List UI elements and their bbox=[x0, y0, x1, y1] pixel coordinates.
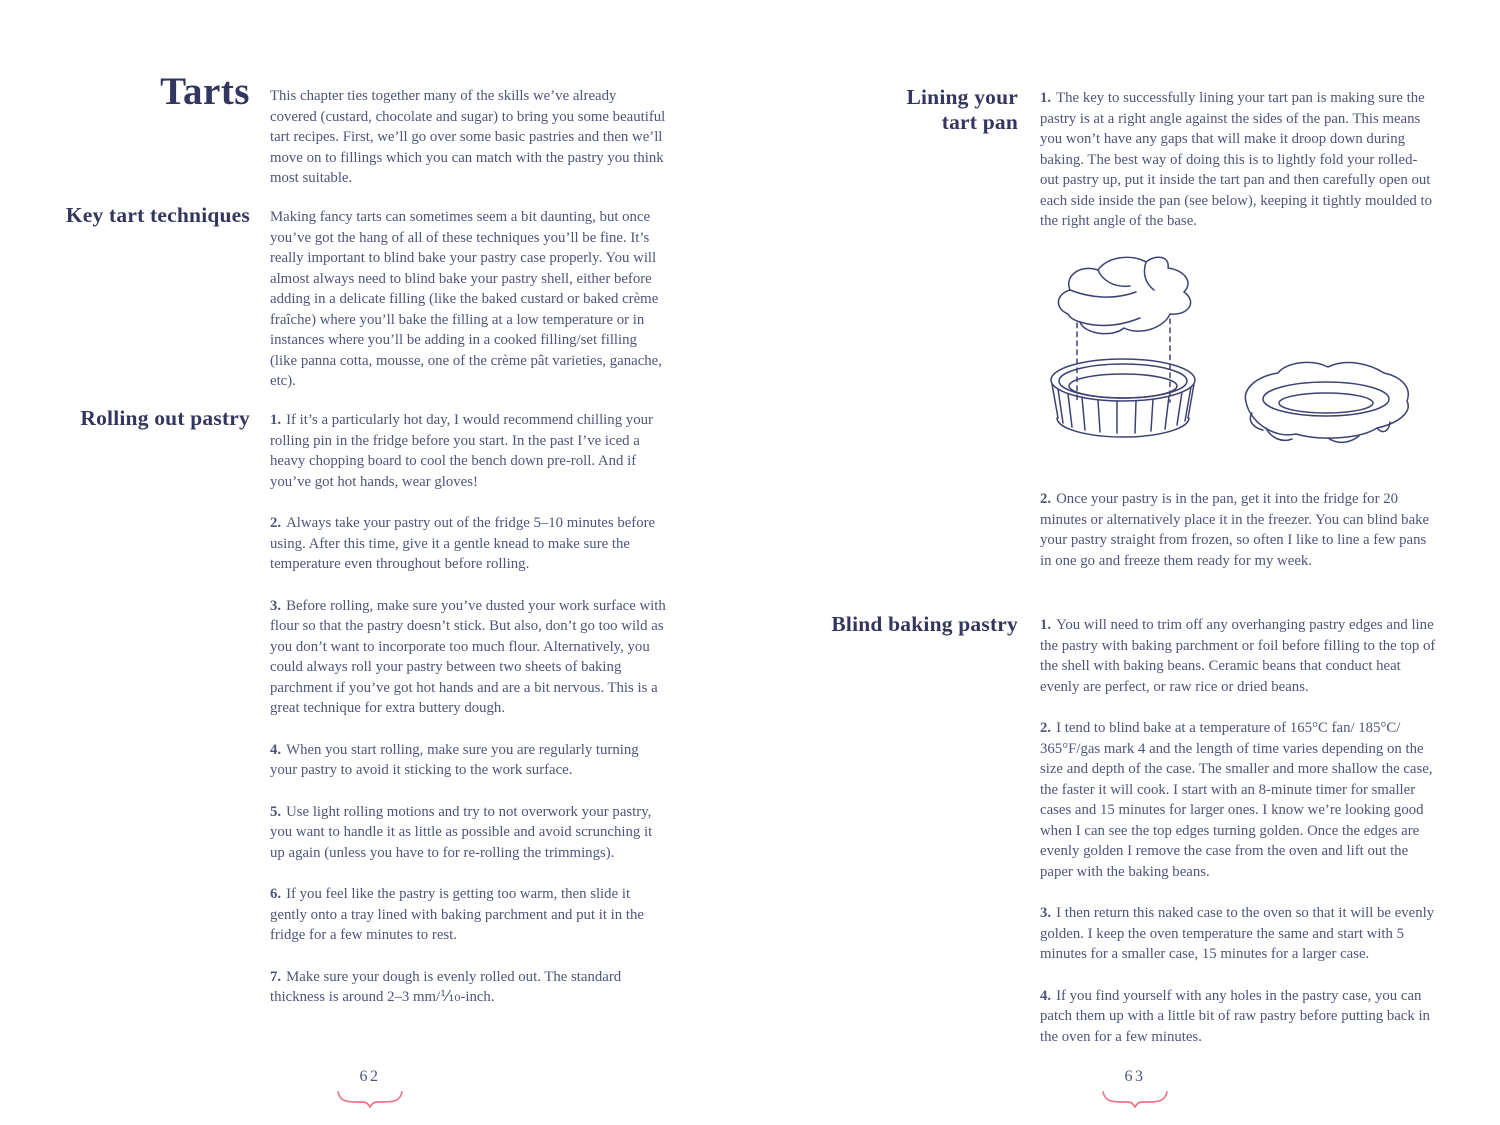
list-item bbox=[1040, 718, 1436, 882]
list-item-text: The key to successfully lining your tart pan is making sure the pastry is at a right angle against the sides of the pan. This means you won’t have any gaps that will make it droop down during baking. The best way of doing this is to lightly fold your rolled-out pastry up, put it inside the tart pan and then carefully open out each side inside the pan (see below), keeping it tightly moulded to the right angle of the base. bbox=[1040, 90, 1433, 229]
section-heading-rolling-out-pastry: Rolling out pastry bbox=[80, 406, 250, 430]
heading-line: Lining your bbox=[906, 85, 1018, 109]
page-number-brace-right bbox=[1090, 1090, 1180, 1108]
list-item-text: Once your pastry is in the pan, get it into the fridge for 20 minutes or alternatively place it in the freezer. You can blind bake your pastry straight from frozen, so often I like to line a few pans in one go and freeze them ready for my week. bbox=[1040, 491, 1430, 569]
list-item bbox=[270, 513, 666, 575]
list-item-number: 1. bbox=[1040, 617, 1052, 633]
list-item bbox=[270, 596, 666, 719]
list-item-number: 2. bbox=[1040, 720, 1052, 736]
section-heading-lining-your-tart-pan bbox=[750, 85, 1018, 136]
section-heading-blind-baking-pastry: Blind baking pastry bbox=[831, 612, 1018, 636]
list-item-number: 6. bbox=[270, 886, 282, 902]
chapter-intro: This chapter ties together many of the skills we’ve already covered (custard, chocolate and sugar) to bring you some beautiful tart recipes. First, we’ll go over some basic pastries and then we’ll move on to fillings which you can match with the pastry you think most suitable. bbox=[270, 88, 666, 186]
list-item-text: If you find yourself with any holes in the pastry case, you can patch them up with a little bit of raw pastry before putting back in the oven for a few minutes. bbox=[1040, 987, 1430, 1045]
tart-pan-drawing bbox=[1028, 252, 1452, 484]
list-item-number: 2. bbox=[1040, 491, 1052, 507]
list-item-text: I then return this naked case to the oven so that it will be evenly golden. I keep the oven temperature the same and start with 5 minutes for a smaller case, 15 minutes for a larger case. bbox=[1040, 905, 1435, 962]
list-item-text: If it’s a particularly hot day, I would recommend chilling your rolling pin in the fridge before you start. In the past I’ve iced a heavy chopping board to cool the bench down pre-roll. And if you’ve got hot hands, wear gloves! bbox=[270, 412, 653, 490]
list-item bbox=[1040, 986, 1436, 1048]
list-item bbox=[1040, 88, 1436, 232]
list-item bbox=[270, 410, 666, 492]
list-item-number: 1. bbox=[270, 412, 282, 428]
list-item-number: 3. bbox=[1040, 905, 1052, 921]
list-item bbox=[1040, 489, 1436, 571]
page-right bbox=[750, 0, 1500, 1125]
section-heading-key-tart-techniques: Key tart techniques bbox=[65, 203, 250, 227]
page-number-left: 62 bbox=[359, 1068, 381, 1085]
chapter-title: Tarts bbox=[160, 70, 250, 113]
list-item-number: 5. bbox=[270, 803, 282, 820]
list-item bbox=[270, 967, 666, 1008]
list-item-text: If you feel like the pastry is getting too warm, then slide it gently onto a tray lined with baking parchment and put it in the fridge for a few minutes to rest. bbox=[270, 886, 644, 943]
list-item-text: Before rolling, make sure you’ve dusted your work surface with flour so that the pastry doesn’t stick. But also, don’t go too wild as you don’t want to incorporate too much flour. Alternatively, you could always roll your pastry between two sheets of baking parchment if you’ve got hot hands and are a bit nervous. This is a great technique for extra buttery dough. bbox=[270, 597, 666, 716]
list-item bbox=[270, 740, 666, 781]
key-tart-techniques-paragraph: Making fancy tarts can sometimes seem a bit daunting, but once you’ve got the hang of all of these techniques you’ll be fine. It’s really important to blind bake your pastry case properly. You will almost always need to blind bake your pastry shell, either before adding in a delicate filling (like the baked custard or baked crème fraîche) where you’ll bake the filling at a low temperature or in instances where you’ll be adding in a cooked filling/set filling (like panna cotta, mousse, one of the crème pât varieties, ganache, etc). bbox=[270, 209, 662, 389]
list-item-number: 3. bbox=[270, 597, 282, 614]
list-item-number: 2. bbox=[270, 515, 282, 531]
list-item-number: 4. bbox=[270, 741, 282, 758]
list-item-text: Use light rolling motions and try to not overwork your pastry, you want to handle it as little as possible and avoid scrunching it up again (unless you have to for re-rolling the trimmings). bbox=[270, 803, 653, 861]
list-item-text: Always take your pastry out of the fridge 5–10 minutes before using. After this time, give it a gentle knead to make sure the temperature even throughout before rolling. bbox=[270, 515, 656, 572]
underbrace-icon bbox=[1101, 1090, 1169, 1108]
list-item-number: 1. bbox=[1040, 90, 1052, 106]
list-item bbox=[1040, 903, 1436, 965]
list-item bbox=[270, 884, 666, 946]
list-item-text: You will need to trim off any overhanging pastry edges and line the pastry with baking parchment or foil before filling to the top of the shell with baking beans. Ceramic beans that conduct heat evenly are perfect, or raw rice or dried beans. bbox=[1040, 617, 1436, 695]
list-item-number: 4. bbox=[1040, 987, 1052, 1004]
tart-lining-illustration bbox=[1028, 252, 1452, 484]
heading-line: tart pan bbox=[941, 110, 1018, 135]
list-item-text: When you start rolling, make sure you are regularly turning your pastry to avoid it sticking to the work surface. bbox=[270, 741, 639, 778]
page-number-brace-left bbox=[325, 1090, 415, 1108]
rolling-out-pastry-list bbox=[270, 410, 666, 1029]
list-item bbox=[270, 802, 666, 864]
list-item-number: 7. bbox=[270, 968, 282, 985]
list-item bbox=[1040, 615, 1436, 697]
page-number-right: 63 bbox=[1124, 1068, 1146, 1085]
underbrace-icon bbox=[336, 1090, 404, 1108]
list-item-text: Make sure your dough is evenly rolled out. The standard thickness is around 2–3 mm/⅒-inch. bbox=[270, 968, 622, 1005]
blind-baking-pastry-list bbox=[1040, 615, 1436, 1068]
list-item-text: I tend to blind bake at a temperature of 165°C fan/ 185°C/ 365°F/gas mark 4 and the length of time varies depending on the size and depth of the case. The smaller and more shallow the case, the faster it will cook. I start with an 8-minute timer for smaller cases and 15 minutes for larger ones. I know we’re looking good when I can see the top edges turning golden. Once the edges are evenly golden I remove the case from the oven and lift out the paper with the baking beans. bbox=[1040, 720, 1433, 880]
